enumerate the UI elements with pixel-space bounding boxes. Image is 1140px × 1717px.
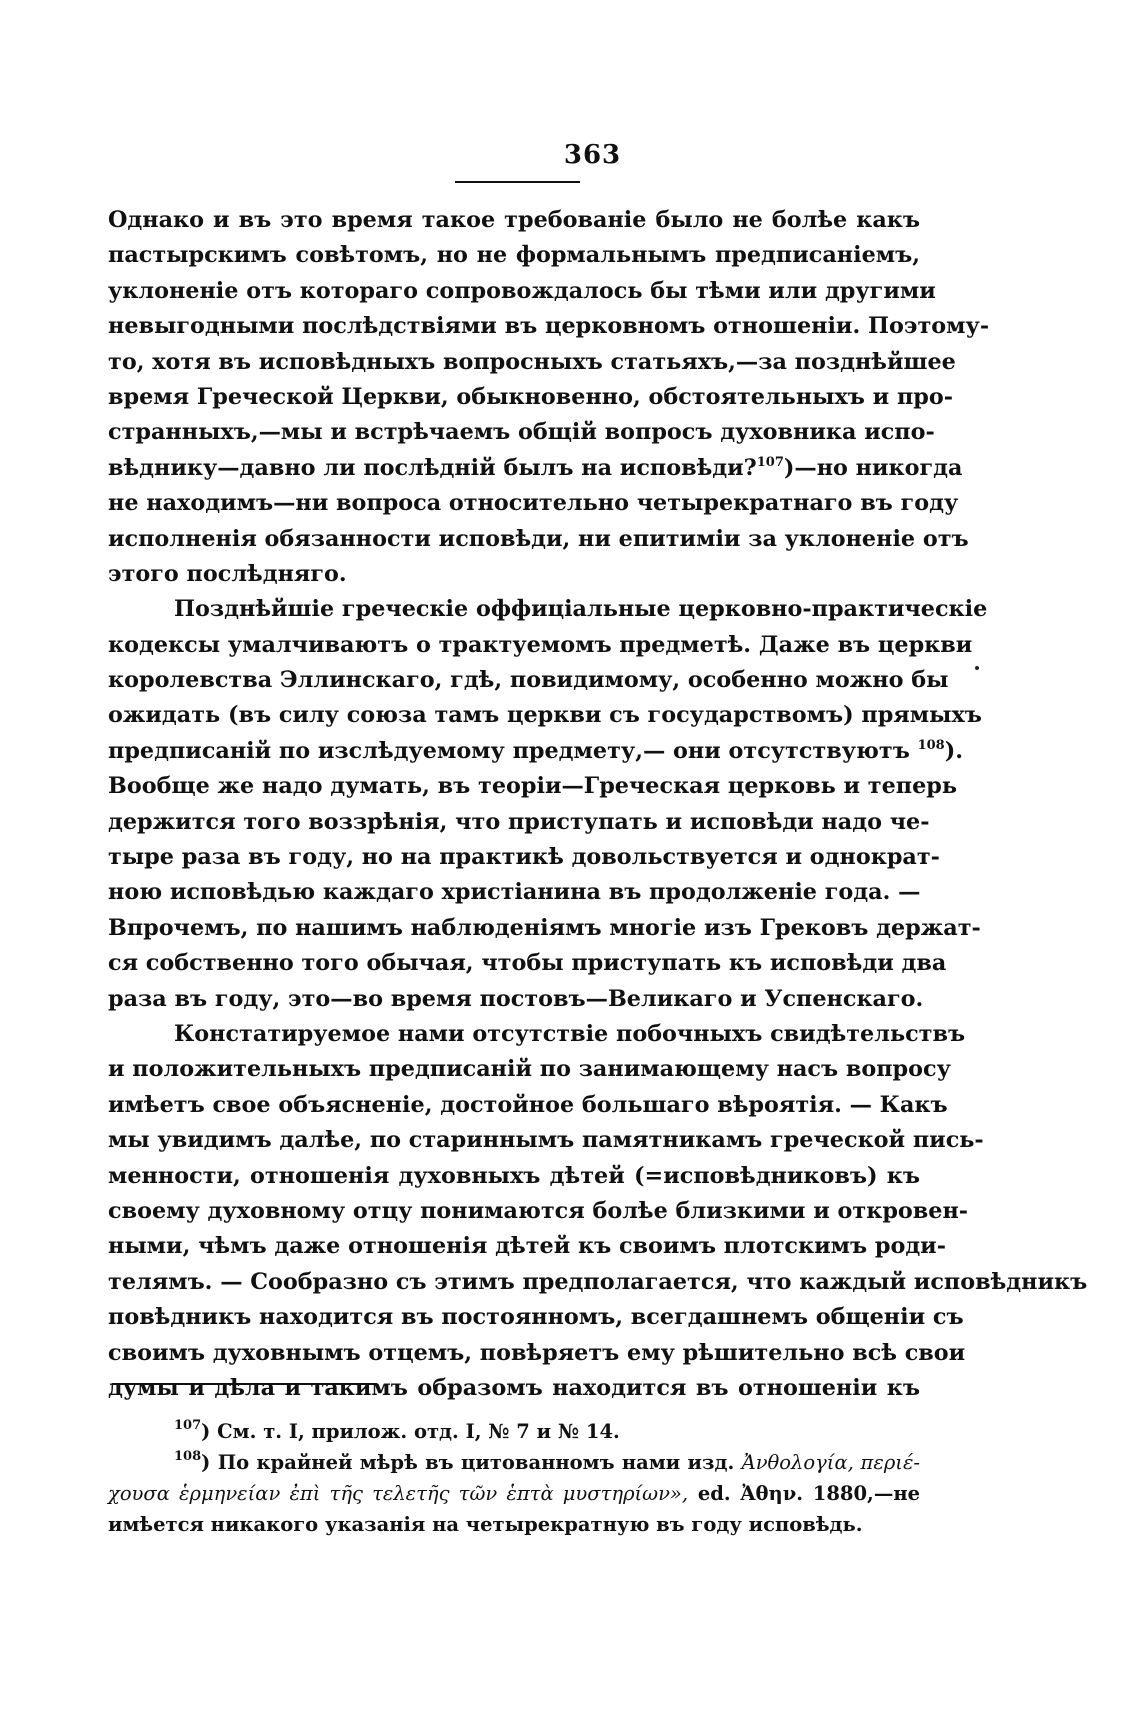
footnote-ref-107: 107	[756, 454, 784, 470]
text-line-with-note	[108, 451, 963, 486]
text-line: время Греческой Церкви, обыкновенно, обстоятельныхъ и про-	[108, 383, 953, 410]
text-line: своему духовному отцу понимаются болѣе близкими и откровен-	[108, 1197, 969, 1224]
footnote-rule	[112, 1383, 377, 1385]
text-line: невыгодными послѣдствіями въ церковномъ отношеніи. Поэтому-	[108, 313, 990, 340]
footnote-mark: 108	[174, 1449, 202, 1464]
footnote-mark: 107	[174, 1418, 202, 1433]
text-line: Однако и въ это время такое требованіе было не болѣе какъ	[108, 207, 920, 233]
text-line: имѣетъ свое объясненіе, достойное большаго вѣроятія. — Какъ	[108, 1091, 948, 1118]
text-line: ными, чѣмъ даже отношенія дѣтей къ своимъ плотскимъ роди-	[108, 1233, 946, 1260]
text-line: странныхъ,—мы и встрѣчаемъ общій вопросъ духовника испо-	[108, 419, 935, 446]
body-text	[108, 203, 1088, 1406]
text-line: телямъ. — Сообразно съ этимъ предполагается, что каждый исповѣдникъ	[108, 1268, 1088, 1295]
text-line: менности, отношенія духовныхъ дѣтей (=исповѣдниковъ) къ	[108, 1162, 920, 1189]
footnote-108-cont	[108, 1478, 920, 1509]
line-text-tail: ).	[944, 737, 964, 764]
text-line: ною исповѣдью каждаго христіанина въ продолженіе года. —	[108, 879, 921, 906]
footnote-108-end: имѣется никакого указанія на четырекратную въ году исповѣдь.	[108, 1513, 863, 1536]
footnote-107	[108, 1416, 920, 1447]
text-line: ся собственно того обычая, чтобы приступать къ исповѣди два	[108, 950, 947, 977]
text-line: этого послѣдняго.	[108, 560, 347, 587]
footnote-greek-title: Ἀνθολογία, περιέ-	[741, 1451, 921, 1474]
line-text: вѣднику—давно ли послѣдній былъ на исповѣди?	[108, 454, 757, 481]
footnotes	[108, 1416, 920, 1540]
text-line: Позднѣйшіе греческіе оффиціальные церковно-практическіе	[174, 596, 988, 623]
text-line: тыре раза въ году, но на практикѣ довольствуется и однократ-	[108, 844, 940, 871]
line-text: предписаній по изслѣдуемому предмету,— они отсутствуютъ	[108, 737, 910, 764]
text-line: и положительныхъ предписаній по занимающему насъ вопросу	[108, 1056, 951, 1083]
text-line: своимъ духовнымъ отцемъ, повѣряетъ ему рѣшительно всѣ свои	[108, 1339, 966, 1366]
text-line: кодексы умалчиваютъ о трактуемомъ предметѣ. Даже въ церкви	[108, 631, 973, 658]
line-text-tail: )—но никогда	[783, 454, 963, 481]
footnote-108	[108, 1447, 920, 1478]
text-line: держится того воззрѣнія, что приступать и исповѣди надо че-	[108, 808, 930, 835]
text-line: то, хотя въ исповѣдныхъ вопросныхъ статьяхъ,—за позднѣйшее	[108, 348, 956, 375]
footnote-text: ) По крайней мѣрѣ въ цитованномъ нами изд.	[201, 1451, 735, 1474]
page-number-rule	[455, 181, 580, 183]
text-line: Впрочемъ, по нашимъ наблюденіямъ многіе изъ Грековъ держат-	[108, 914, 981, 941]
text-line: думы и дѣла и такимъ образомъ находится въ отношеніи къ	[108, 1374, 920, 1401]
text-line: ожидать (въ силу союза тамъ церкви съ государствомъ) прямыхъ	[108, 702, 982, 729]
text-line: раза въ году, это—во время постовъ—Великаго и Успенскаго.	[108, 985, 924, 1012]
footnote-text: ) См. т. I, прилож. отд. I, № 7 и № 14.	[201, 1420, 620, 1443]
text-line-with-note	[108, 734, 964, 769]
text-line: королевства Эллинскаго, гдѣ, повидимому, особенно можно бы	[108, 667, 949, 694]
text-line: мы увидимъ далѣе, по стариннымъ памятникамъ греческой пись-	[108, 1127, 984, 1154]
text-line: уклоненіе отъ котораго сопровождалось бы тѣми или другими	[108, 277, 936, 304]
text-line: Вообще же надо думать, въ теоріи—Греческая церковь и теперь	[108, 773, 957, 800]
footnote-greek-title-cont: χουσα ἑρμηνείαν ἐπὶ τῆς τελετῆς τῶν ἑπτὰ μυστηρίων»,	[108, 1482, 689, 1505]
text-line: Констатируемое нами отсутствіе побочныхъ свидѣтельствъ	[174, 1020, 966, 1047]
print-speck	[975, 666, 979, 670]
footnote-ref-108: 108	[917, 737, 945, 753]
text-line: повѣдникъ находится въ постоянномъ, всегдашнемъ общеніи съ	[108, 1304, 964, 1331]
footnote-edition: ed. Ἀθην. 1880,—не	[697, 1482, 921, 1505]
text-line: пастырскимъ совѣтомъ, но не формальнымъ предписаніемъ,	[108, 242, 920, 269]
text-line: не находимъ—ни вопроса относительно четырекратнаго въ году	[108, 490, 959, 517]
text-line: исполненія обязанности исповѣди, ни епитиміи за уклоненіе отъ	[108, 525, 969, 552]
page-number: 363	[563, 140, 622, 170]
